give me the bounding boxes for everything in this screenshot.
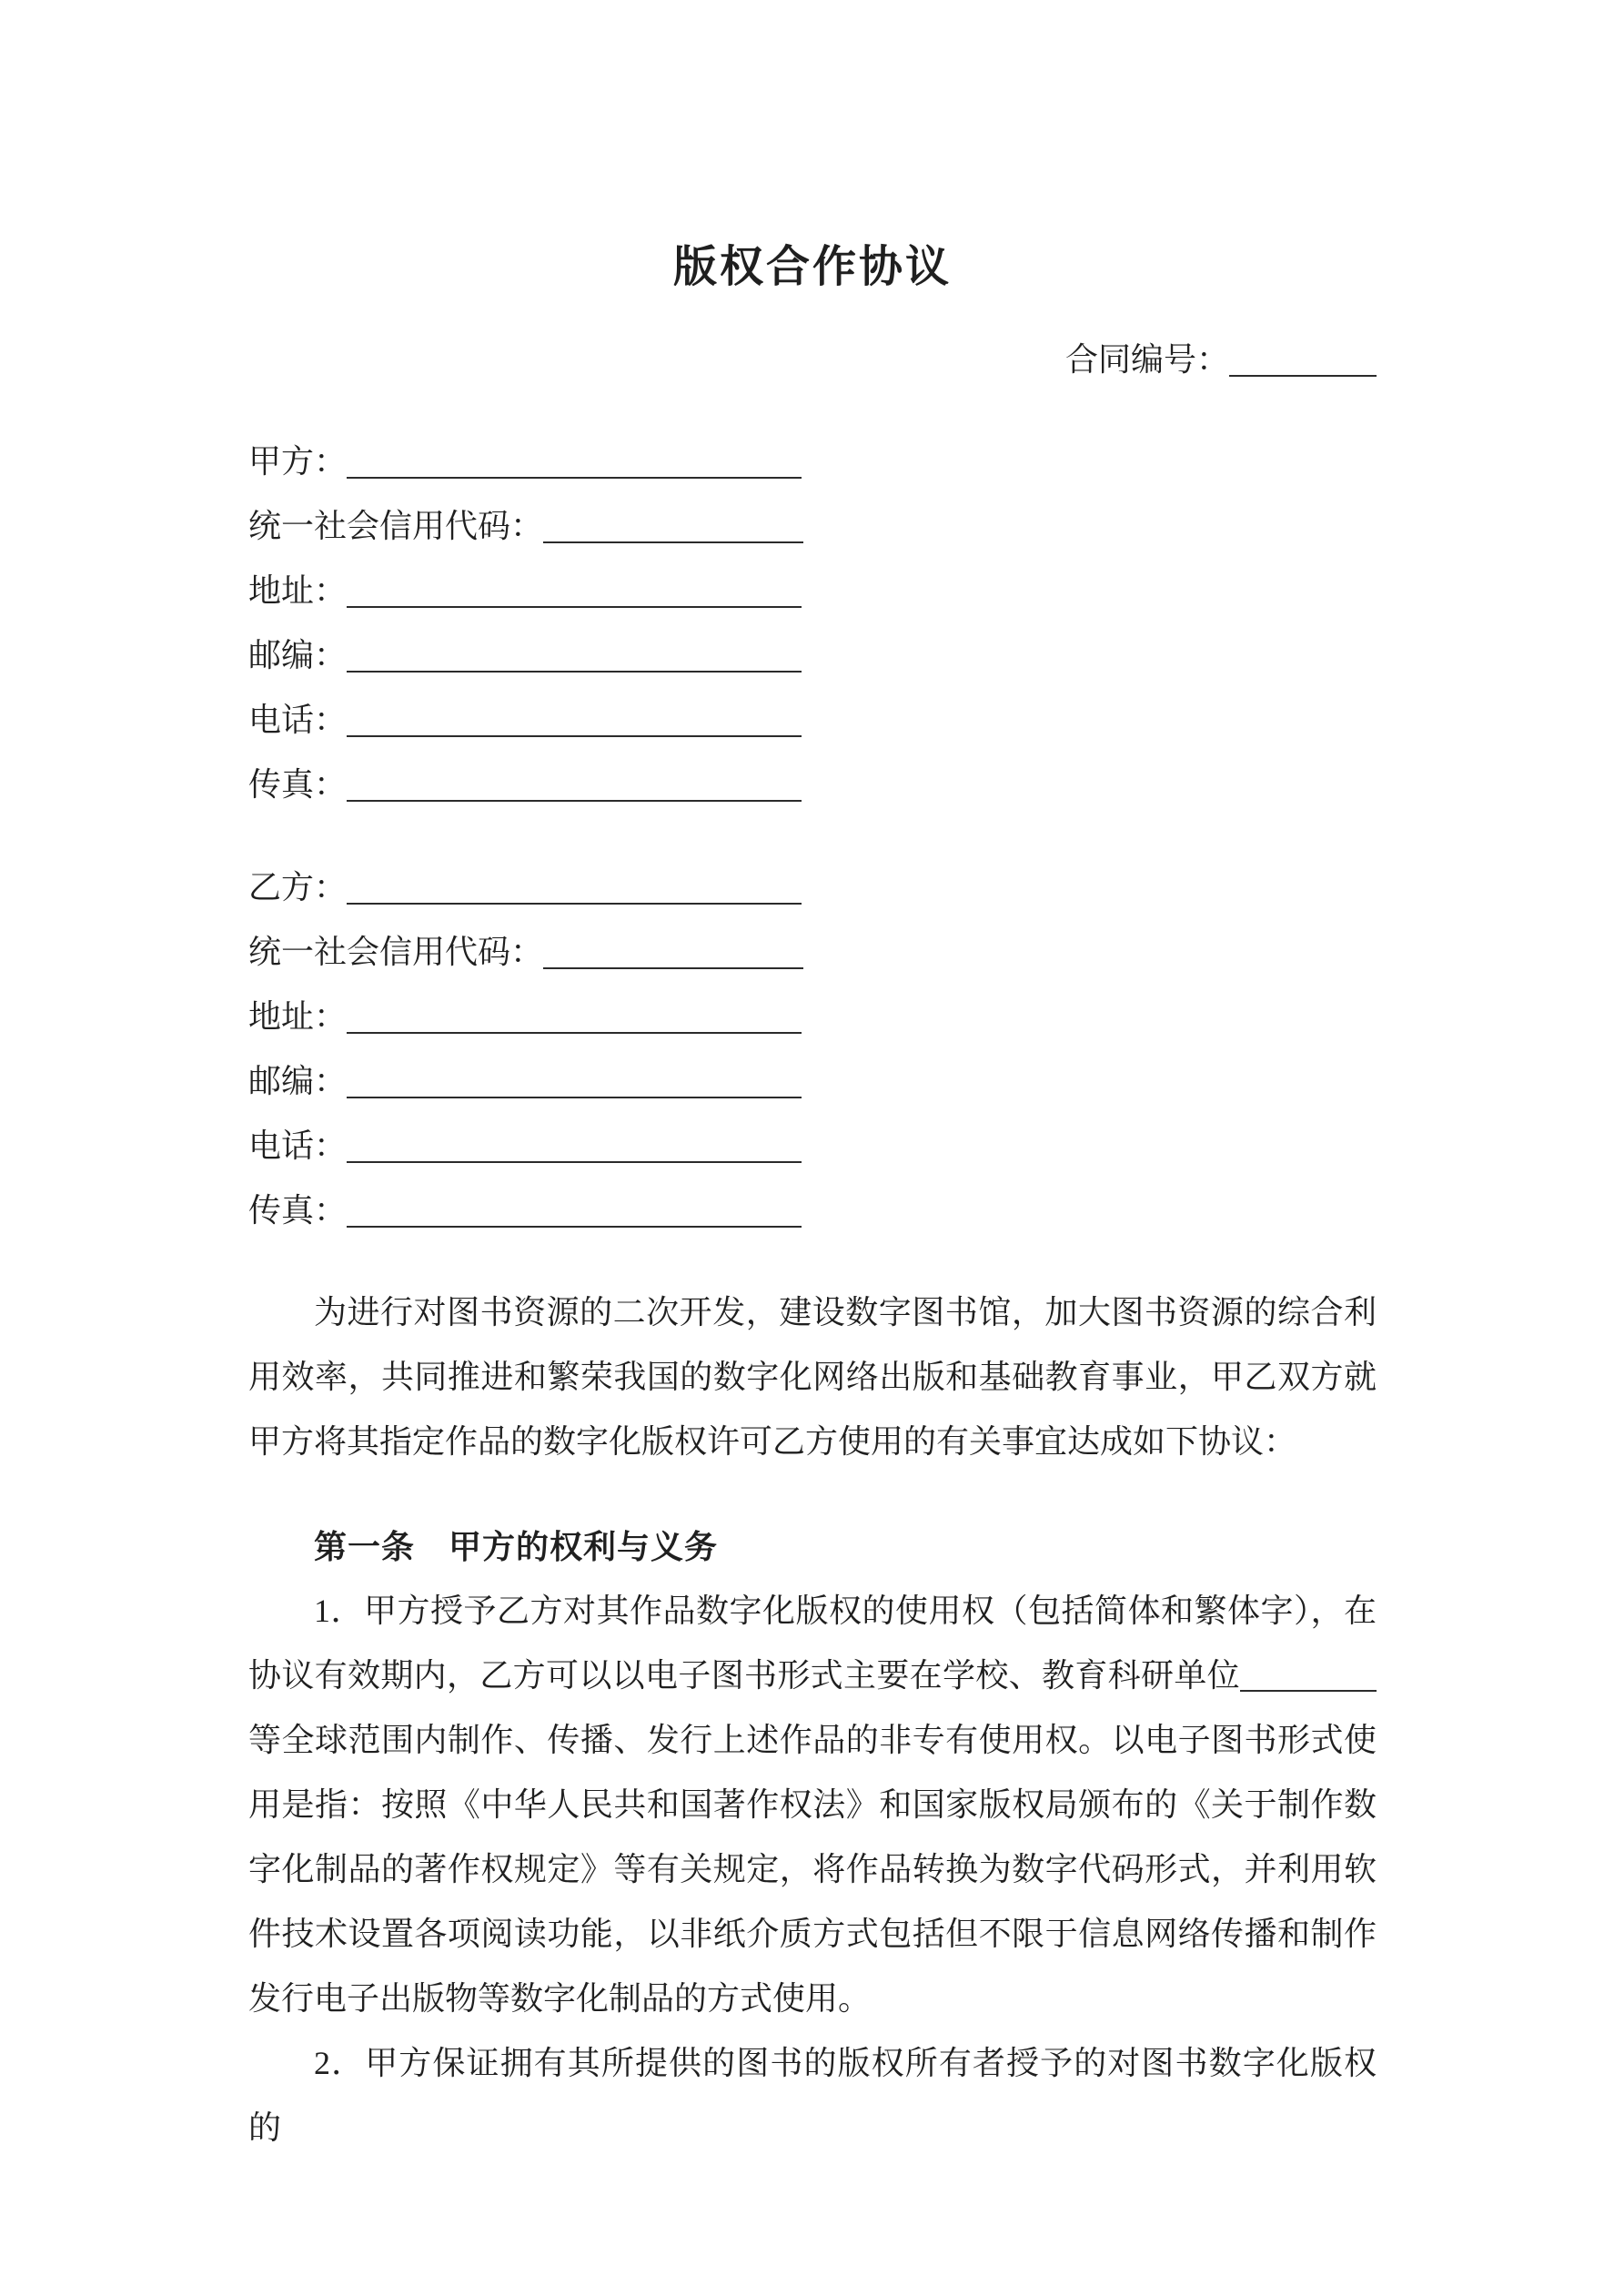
blank-line xyxy=(347,903,802,905)
party-b-block xyxy=(248,855,1377,1243)
field-label: 乙方： xyxy=(248,869,348,905)
field-row-party-a-name xyxy=(248,430,1377,494)
blank-line xyxy=(347,735,802,737)
field-label: 电话： xyxy=(248,1128,348,1164)
field-label: 地址： xyxy=(248,998,348,1035)
contract-number-label: 合同编号： xyxy=(1064,341,1229,378)
blank-line xyxy=(347,606,802,608)
field-label: 电话： xyxy=(248,702,348,738)
field-label: 邮编： xyxy=(248,1063,348,1099)
blank-line xyxy=(543,967,803,969)
blank-line xyxy=(347,1161,802,1163)
field-label: 传真： xyxy=(248,766,348,803)
article-1-heading: 第一条 甲方的权利与义务 xyxy=(314,1528,719,1565)
field-label: 传真： xyxy=(248,1192,348,1229)
field-label: 统一社会信用代码： xyxy=(248,508,544,544)
party-a-block xyxy=(248,430,1377,817)
field-row-party-a-credit-code xyxy=(248,494,1377,559)
field-row-party-b-name xyxy=(248,855,1377,920)
clause-1-text-before-blank: 1．甲方授予乙方对其作品数字化版权的使用权（包括简体和繁体字），在协议有效期内，乙方可以以电子图书形式主要在学校、教育科研单位 xyxy=(248,1593,1377,1694)
blank-line xyxy=(347,671,802,673)
field-row-party-a-postcode xyxy=(248,623,1377,688)
blank-line xyxy=(347,477,802,479)
contract-number-blank-line xyxy=(1229,375,1377,377)
field-row-party-a-address xyxy=(248,559,1377,623)
field-row-party-a-phone xyxy=(248,688,1377,753)
blank-line xyxy=(347,800,802,802)
clause-1-paragraph xyxy=(248,1579,1377,2031)
field-row-party-b-fax xyxy=(248,1178,1377,1243)
blank-line xyxy=(543,541,803,543)
field-label: 邮编： xyxy=(248,637,348,673)
intro-paragraph: 为进行对图书资源的二次开发，建设数字图书馆，加大图书资源的综合利用效率，共同推进和繁荣我国的数字化网络出版和基础教育事业，甲乙双方就甲方将其指定作品的数字化版权许可乙方使用的有关事宜达成如下协议： xyxy=(248,1294,1377,1460)
field-row-party-b-phone xyxy=(248,1114,1377,1178)
blank-line xyxy=(347,1226,802,1228)
field-row-party-b-postcode xyxy=(248,1049,1377,1114)
blank-line xyxy=(347,1097,802,1098)
contract-number-line xyxy=(248,339,1377,379)
field-row-party-b-credit-code xyxy=(248,920,1377,985)
clause-1-blank-line xyxy=(1240,1690,1377,1692)
field-row-party-a-fax xyxy=(248,753,1377,817)
field-row-party-b-address xyxy=(248,985,1377,1049)
clause-1-text-after-blank: 等全球范围内制作、传播、发行上述作品的非专有使用权。以电子图书形式使用是指：按照《中华人民共和国著作权法》和国家版权局颁布的《关于制作数字化制品的著作权规定》等有关规定，将作品转换为数字代码形式，并利用软件技术设置各项阅读功能，以非纸介质方式包括但不限于信息网络传播和制作发行电子出版物等数字化制品的方式使用。 xyxy=(248,1722,1377,2017)
blank-line xyxy=(347,1032,802,1034)
field-label: 甲方： xyxy=(248,443,348,480)
field-label: 地址： xyxy=(248,572,348,609)
field-label: 统一社会信用代码： xyxy=(248,934,544,970)
clause-2-paragraph: 2．甲方保证拥有其所提供的图书的版权所有者授予的对图书数字化版权的 xyxy=(248,2045,1377,2146)
document-title: 版权合作协议 xyxy=(672,243,952,291)
